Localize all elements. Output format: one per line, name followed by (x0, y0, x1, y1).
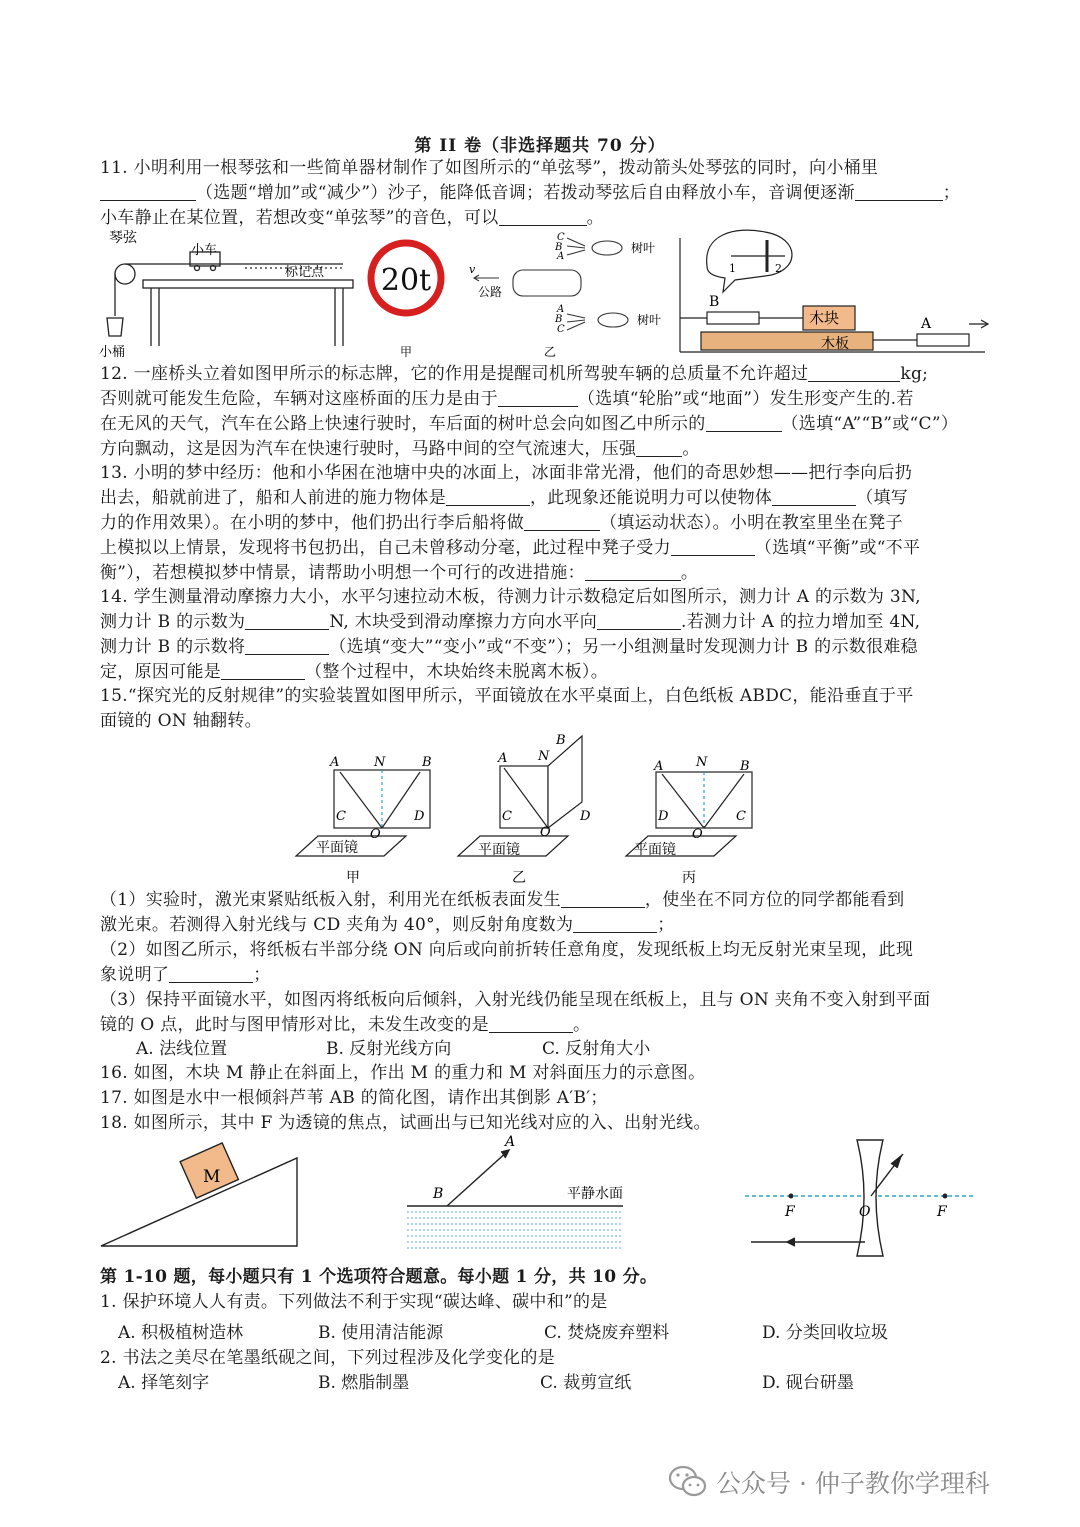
chem-q1-option-b[interactable]: B. 使用清洁能源 (318, 1323, 444, 1343)
q11-blank3[interactable] (499, 207, 587, 226)
bing-label-c: C (736, 809, 746, 824)
jia-label-c: C (336, 809, 346, 824)
q14-blank2[interactable] (597, 611, 681, 630)
q12-line3: 在无风的天气，汽车在公路上快速行驶时，车后面的树叶总会向如图乙中所示的 （选填“A”“B”或“C”） (100, 414, 959, 434)
label-b-top: B (555, 242, 563, 253)
q15-line1: 15.“探究光的反射规律”的实验装置如图甲所示，平面镜放在水平桌面上，白色纸板 ABDC，能沿垂直于平 (100, 686, 914, 706)
label-water: 平静水面 (567, 1186, 623, 1202)
leaf-top (592, 241, 622, 255)
q12-line2: 否则就可能发生危险，车辆对这座桥面的压力是由于 （选填“轮胎”或“地面”）发生形变产生的.若 (100, 389, 914, 409)
yi-label-b: B (556, 733, 566, 748)
bing-mirror-label: 平面镜 (634, 842, 676, 858)
concave-lens (857, 1140, 883, 1256)
caption-yi: 乙 (512, 870, 526, 886)
bing-label-o: O (692, 827, 703, 842)
jia-label-o: O (370, 827, 381, 842)
label-reed-a: A (505, 1134, 516, 1150)
car (513, 270, 581, 296)
reed-ab (447, 1150, 509, 1206)
q17-text: 17. 如图是水中一根倾斜芦苇 AB 的简化图，请作出其倒影 A′B′； (100, 1088, 608, 1108)
q13-line1: 13. 小明的梦中经历：他和小华困在池塘中央的冰面上，冰面非常光滑，他们的奇思妙想——把行李向后扔 (100, 463, 913, 483)
label-scale-a: A (921, 316, 932, 332)
jia-label-a: A (330, 755, 340, 770)
label-mukuai: 木块 (809, 309, 840, 327)
q13-blank3[interactable] (524, 512, 600, 531)
water-body (407, 1212, 623, 1248)
q13-line2: 出去，船就前进了，船和人前进的施力物体是 ，此现象还能说明力可以使物体 （填写 (100, 488, 909, 508)
q12-blank4[interactable] (636, 438, 682, 457)
yi-label-a: A (498, 751, 508, 766)
q12-blank3[interactable] (706, 413, 782, 432)
q13-line4: 上模拟以上情景，发现将书包扔出，自己未曾移动分毫，此过程中凳子受力 （选填“平衡”或“不平 (100, 538, 921, 558)
label-muban: 木板 (821, 336, 849, 352)
label-b-bottom: B (555, 314, 563, 325)
q15-blank1[interactable] (561, 889, 645, 908)
chem-q2-option-d[interactable]: D. 砚台研墨 (762, 1373, 854, 1393)
spring-scale-a (917, 334, 969, 346)
label-xiaotong: 小桶 (99, 345, 126, 360)
q15-blank4[interactable] (489, 1014, 573, 1033)
chem-q2-option-c[interactable]: C. 裁剪宣纸 (540, 1373, 632, 1393)
jia-label-n: N (374, 755, 386, 770)
label-a-bottom: A (557, 304, 565, 315)
label-reed-b: B (433, 1186, 444, 1202)
q15-part2-line1: （2）如图乙所示，将纸板右半部分绕 ON 向后或向前折转任意角度，发现纸板上均无反射光束呈现，此现 (100, 940, 914, 960)
chem-q1-text: 1. 保护环境人人有责。下列做法不利于实现“碳达峰、碳中和”的是 (100, 1292, 608, 1312)
label-c-bottom: C (557, 324, 565, 335)
table-top (143, 280, 353, 288)
label-f-left: F (785, 1204, 795, 1220)
label-shuye-top: 树叶 (631, 241, 656, 255)
q11-line1: 11. 小明利用一根琴弦和一些简单器材制作了如图所示的“单弦琴”，拨动箭头处琴弦的同时，向小桶里 (100, 158, 879, 178)
jia-mirror-label: 平面镜 (316, 840, 358, 856)
spring-scale-b (707, 312, 759, 324)
q14-blank3[interactable] (245, 636, 329, 655)
bing-label-b: B (740, 759, 750, 774)
q12-blank2[interactable] (498, 388, 578, 407)
footer-text: 公众号 · 仲子教你学理科 (716, 1469, 990, 1498)
q13-blank4[interactable] (671, 537, 755, 556)
wechat-icon (668, 1464, 708, 1500)
board-yi-right (548, 736, 582, 828)
label-v: v (469, 263, 476, 276)
bucket (107, 318, 123, 336)
page-title: 第 II 卷（非选择题共 70 分） (414, 136, 666, 156)
q18-text: 18. 如图所示，其中 F 为透镜的焦点，试画出与已知光线对应的入、出射光线。 (100, 1113, 711, 1133)
chem-q2-option-a[interactable]: A. 择笔刻字 (118, 1373, 210, 1393)
label-gauge-1: 1 (729, 262, 736, 275)
q15-part1-line2: 激光束。若测得入射光线与 CD 夹角为 40°，则反射角度数为 ； (100, 915, 675, 935)
label-f-right: F (937, 1204, 947, 1220)
bing-label-n: N (696, 755, 708, 770)
jia-label-b: B (422, 755, 432, 770)
yi-mirror-label: 平面镜 (478, 842, 520, 858)
q14-line1: 14. 学生测量滑动摩擦力大小，水平匀速拉动木板，待测力计示数稳定后如图所示，测力计 A 的示数为 3N, (100, 587, 921, 607)
q11-line2: （选题“增加”或“减少”）沙子，能降低音调；若拨动琴弦后自由释放小车，音调便逐渐 ； (100, 181, 984, 205)
q13-blank2[interactable] (772, 487, 856, 506)
q11-blank1[interactable] (100, 182, 196, 201)
leaf-bottom (598, 313, 628, 327)
q12-line4: 方向飘动，这是因为汽车在快速行驶时，马路中间的空气流速大，压强 。 (100, 439, 700, 459)
q15-option-a[interactable]: A. 法线位置 (136, 1039, 228, 1059)
car-figure (474, 238, 628, 330)
label-yi: 乙 (544, 345, 557, 359)
caption-jia: 甲 (346, 870, 360, 886)
chem-q2-text: 2. 书法之美尽在笔墨纸砚之间，下列过程涉及化学变化的是 (100, 1348, 556, 1368)
caption-bing: 丙 (682, 870, 696, 886)
chem-q1-option-a[interactable]: A. 积极植树造林 (118, 1323, 244, 1343)
q14-blank4[interactable] (221, 661, 305, 680)
q11-line3: 小车静止在某位置，若想改变“单弦琴”的音色，可以 。 (100, 208, 604, 228)
figure-reflection (290, 728, 800, 886)
q14-line3: 测力计 B 的示数将 （选填“变大”“变小”或“不变”）；另一小组测量时发现测力计 B 的示数很难稳 (100, 637, 918, 657)
friction-figure (680, 230, 988, 352)
q15-blank3[interactable] (169, 964, 253, 983)
label-gauge-2: 2 (775, 262, 782, 275)
label-a-top: A (557, 251, 565, 262)
bing-label-d: D (658, 809, 669, 824)
yi-label-c: C (502, 809, 512, 824)
wechat-footer (668, 1458, 990, 1506)
label-biaojidian: 标记点 (285, 265, 325, 280)
q15-blank2[interactable] (573, 914, 657, 933)
label-gonglu: 公路 (478, 285, 503, 299)
bing-label-a: A (654, 759, 664, 774)
q11-blank2[interactable] (855, 182, 943, 201)
chem-q1-option-d[interactable]: D. 分类回收垃圾 (762, 1323, 888, 1343)
section-heading: 第 1-10 题，每小题只有 1 个选项符合题意。每小题 1 分，共 10 分。 (100, 1267, 658, 1287)
label-m: M (203, 1167, 221, 1187)
q15-part1-line1: （1）实验时，激光束紧贴纸板入射，利用光在纸板表面发生 ，使坐在不同方位的同学都能看到 (100, 890, 905, 910)
q13-blank1[interactable] (446, 487, 530, 506)
q15-part3-line2: 镜的 O 点，此时与图甲情形对比，未发生改变的是 。 (100, 1015, 591, 1035)
q13-line3: 力的作用效果）。在小明的梦中，他们扔出行李后船将做 （填运动状态）。小明在教室里坐在凳子 (100, 513, 903, 533)
yi-label-n: N (538, 749, 550, 764)
yi-label-o: O (540, 825, 551, 840)
q13-blank5[interactable] (585, 562, 681, 581)
jia-label-d: D (414, 809, 425, 824)
pulley (115, 264, 135, 284)
label-xiaoche: 小车 (191, 243, 218, 258)
q14-blank1[interactable] (245, 611, 329, 630)
q12-line1: 12. 一座桥头立着如图甲所示的标志牌，它的作用是提醒司机所驾驶车辆的总质量不允许超过 kg; (100, 364, 929, 384)
q15-option-b[interactable]: B. 反射光线方向 (326, 1039, 452, 1059)
label-qinxian: 琴弦 (109, 230, 137, 246)
q15-part3-line1: （3）保持平面镜水平，如图丙将纸板向后倾斜，入射光线仍能呈现在纸板上，且与 ON 夹角不变入射到平面 (100, 990, 931, 1010)
q13-line5: 衡”），若想模拟梦中情景，请帮助小明想一个可行的改进措施： 。 (100, 563, 699, 583)
label-scale-b: B (709, 294, 720, 310)
q14-line4: 定，原因可能是 （整个过程中，木块始终未脱离木板）。 (100, 662, 609, 682)
label-o-lens: O (859, 1204, 871, 1220)
q15-option-c[interactable]: C. 反射角大小 (542, 1039, 651, 1059)
chem-q1-option-c[interactable]: C. 焚烧废弃塑料 (544, 1323, 670, 1343)
q12-blank1[interactable] (808, 363, 900, 382)
sign-text: 20t (380, 263, 432, 298)
q14-line2: 测力计 B 的示数为 N, 木块受到滑动摩擦力方向水平向 .若测力计 A 的拉力增加至 4N, (100, 612, 921, 632)
chem-q2-option-b[interactable]: B. 燃脂制墨 (318, 1373, 410, 1393)
label-shuye-bottom: 树叶 (637, 313, 662, 327)
label-jia: 甲 (400, 345, 413, 359)
figure-top-row (95, 228, 995, 360)
q15-line2: 面镜的 ON 轴翻转。 (100, 711, 262, 731)
figure-bottom-row (95, 1132, 985, 1262)
yi-label-d: D (580, 809, 591, 824)
q16-text: 16. 如图，木块 M 静止在斜面上，作出 M 的重力和 M 对斜面压力的示意图。 (100, 1063, 706, 1083)
q15-part2-line2: 象说明了 ； (100, 965, 271, 985)
label-c-top: C (557, 232, 565, 243)
